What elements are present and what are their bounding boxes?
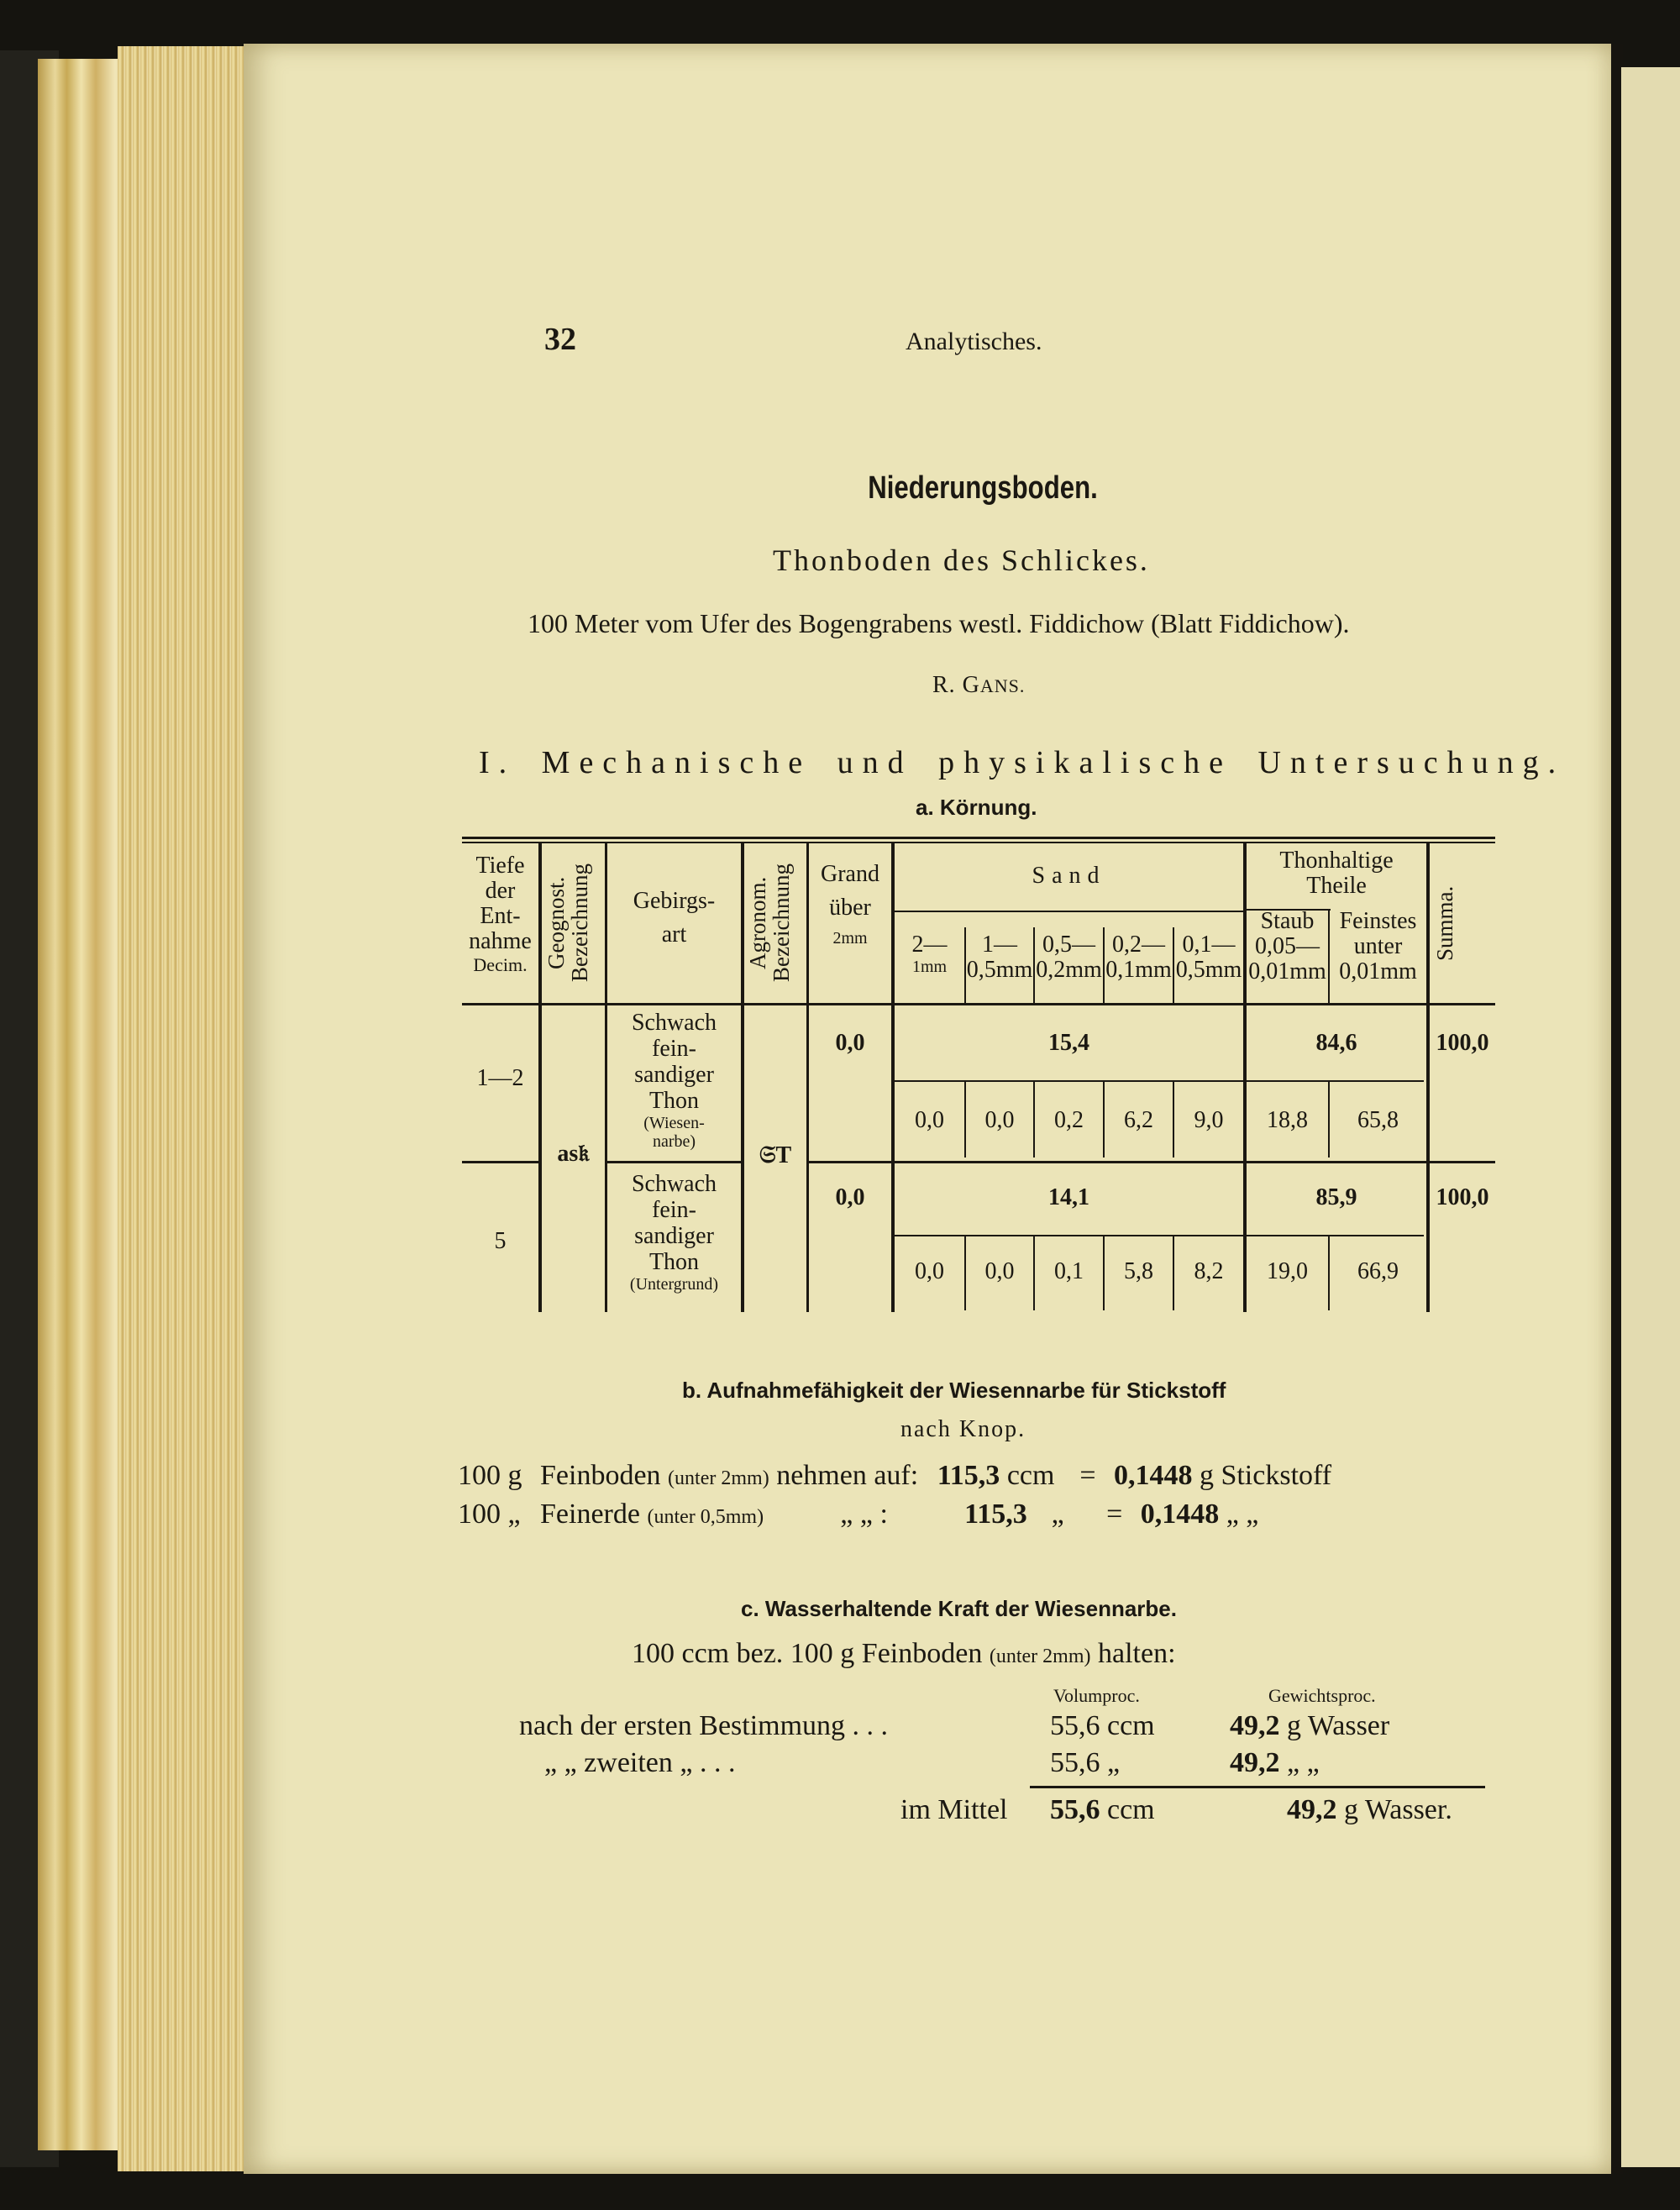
header-agronom: Agronom. Bezeichnung	[745, 864, 794, 983]
row2-sand-3: 0,1	[1054, 1258, 1084, 1284]
header-feinstes: Feinstes unter 0,01mm	[1339, 908, 1417, 984]
nach-knop: nach Knop.	[900, 1416, 1026, 1442]
row2-sand-total: 14,1	[1048, 1184, 1089, 1210]
agronom-value: 𝔖T	[759, 1142, 792, 1168]
author: R. GANS.	[932, 672, 1026, 698]
row2-sand-4: 5,8	[1124, 1258, 1153, 1284]
row1-staub: 18,8	[1267, 1107, 1308, 1133]
next-page-edge	[1621, 67, 1680, 2167]
sum-rule	[1030, 1786, 1485, 1788]
row2-tiefe: 5	[494, 1228, 507, 1254]
stickstoff-row-1: 100 g Feinboden (unter 2mm) nehmen auf: 115,3 ccm = 0,1448 g Stickstoff	[458, 1460, 1332, 1491]
header-sand-col-2: 1— 0,5mm	[966, 932, 1033, 983]
row2-staub: 19,0	[1267, 1258, 1308, 1284]
header-gebirgsart: Gebirgs- art	[633, 888, 716, 948]
header-tiefe: Tiefe der Ent- nahme Decim.	[469, 853, 532, 975]
row1-grand: 0,0	[835, 1030, 865, 1056]
page-title: Niederungsboden.	[868, 470, 1098, 506]
subsection-c-heading: c. Wasserhaltende Kraft der Wiesennarbe.	[741, 1596, 1177, 1621]
row1-sand-3: 0,2	[1054, 1107, 1084, 1133]
running-head: Analytisches.	[906, 328, 1042, 355]
header-summa: Summa.	[1432, 885, 1457, 961]
section-heading: I. Mechanische und physikalische Untersuchung.	[479, 745, 1566, 780]
row2-sand-1: 0,0	[915, 1258, 944, 1284]
subsection-a-heading: a. Körnung.	[916, 795, 1037, 820]
row1-sand-4: 6,2	[1124, 1107, 1153, 1133]
header-thonhaltige: Thonhaltige Theile	[1279, 848, 1394, 899]
row1-tiefe: 1—2	[476, 1065, 524, 1091]
subsection-b-heading: b. Aufnahmefähigkeit der Wiesennarbe für Stickstoff	[682, 1378, 1226, 1403]
row1-sand-1: 0,0	[915, 1107, 944, 1133]
header-staub: Staub 0,05— 0,01mm	[1248, 908, 1326, 984]
header-grand: Grand über 2mm	[821, 861, 879, 948]
col-gewichtsproc: Gewichtsproc.	[1268, 1685, 1376, 1706]
row1-sand-5: 9,0	[1194, 1107, 1224, 1133]
header-sand-col-4: 0,2— 0,1mm	[1105, 932, 1172, 983]
header-sand-col-1: 2— 1mm	[911, 932, 948, 976]
row1-gebirgsart: Schwach fein- sandiger Thon (Wiesen- narbe)	[631, 1010, 717, 1151]
header-sand: Sand	[1032, 863, 1106, 889]
stickstoff-row-2: 100 „ Feinerde (unter 0,5mm) „ „ : 115,3 „ = 0,1448 „ „	[458, 1499, 1259, 1530]
header-sand-col-5: 0,1— 0,5mm	[1175, 932, 1242, 983]
row1-sand-total: 15,4	[1048, 1030, 1089, 1056]
wasser-mittel: im Mittel 55,6 ccm 49,2 g Wasser.	[900, 1794, 1452, 1825]
row1-summa: 100,0	[1436, 1030, 1489, 1056]
row2-grand: 0,0	[835, 1184, 865, 1210]
row2-thon-total: 85,9	[1315, 1184, 1357, 1210]
wasser-intro: 100 ccm bez. 100 g Feinboden (unter 2mm) halten:	[632, 1638, 1176, 1669]
page-subtitle: Thonboden des Schlickes.	[773, 543, 1150, 577]
header-geognost: Geognost. Bezeichnung	[543, 864, 592, 983]
row2-sand-5: 8,2	[1194, 1258, 1224, 1284]
wasser-row-1: nach der ersten Bestimmung . . . 55,6 ccm 49,2 g Wasser	[519, 1710, 1390, 1741]
wasser-row-2: „ „ zweiten „ . . . 55,6 „ 49,2 „ „	[544, 1747, 1320, 1778]
row2-gebirgsart: Schwach fein- sandiger Thon (Untergrund)	[629, 1171, 719, 1294]
col-volumproc: Volumproc.	[1053, 1685, 1140, 1706]
row1-sand-2: 0,0	[984, 1107, 1015, 1133]
page-number: 32	[544, 322, 576, 357]
row2-sand-2: 0,0	[984, 1258, 1015, 1284]
page-stack-left	[118, 46, 252, 2171]
sample-location: 100 Meter vom Ufer des Bogengrabens westl. Fiddichow (Blatt Fiddichow).	[528, 608, 1350, 638]
geognost-value: as𝔨	[557, 1141, 590, 1167]
row1-thon-total: 84,6	[1315, 1030, 1357, 1056]
row1-feinstes: 65,8	[1357, 1107, 1399, 1133]
row2-summa: 100,0	[1436, 1184, 1489, 1210]
header-sand-col-3: 0,5— 0,2mm	[1036, 932, 1102, 983]
row2-feinstes: 66,9	[1357, 1258, 1399, 1284]
koernung-table	[462, 837, 1495, 1315]
